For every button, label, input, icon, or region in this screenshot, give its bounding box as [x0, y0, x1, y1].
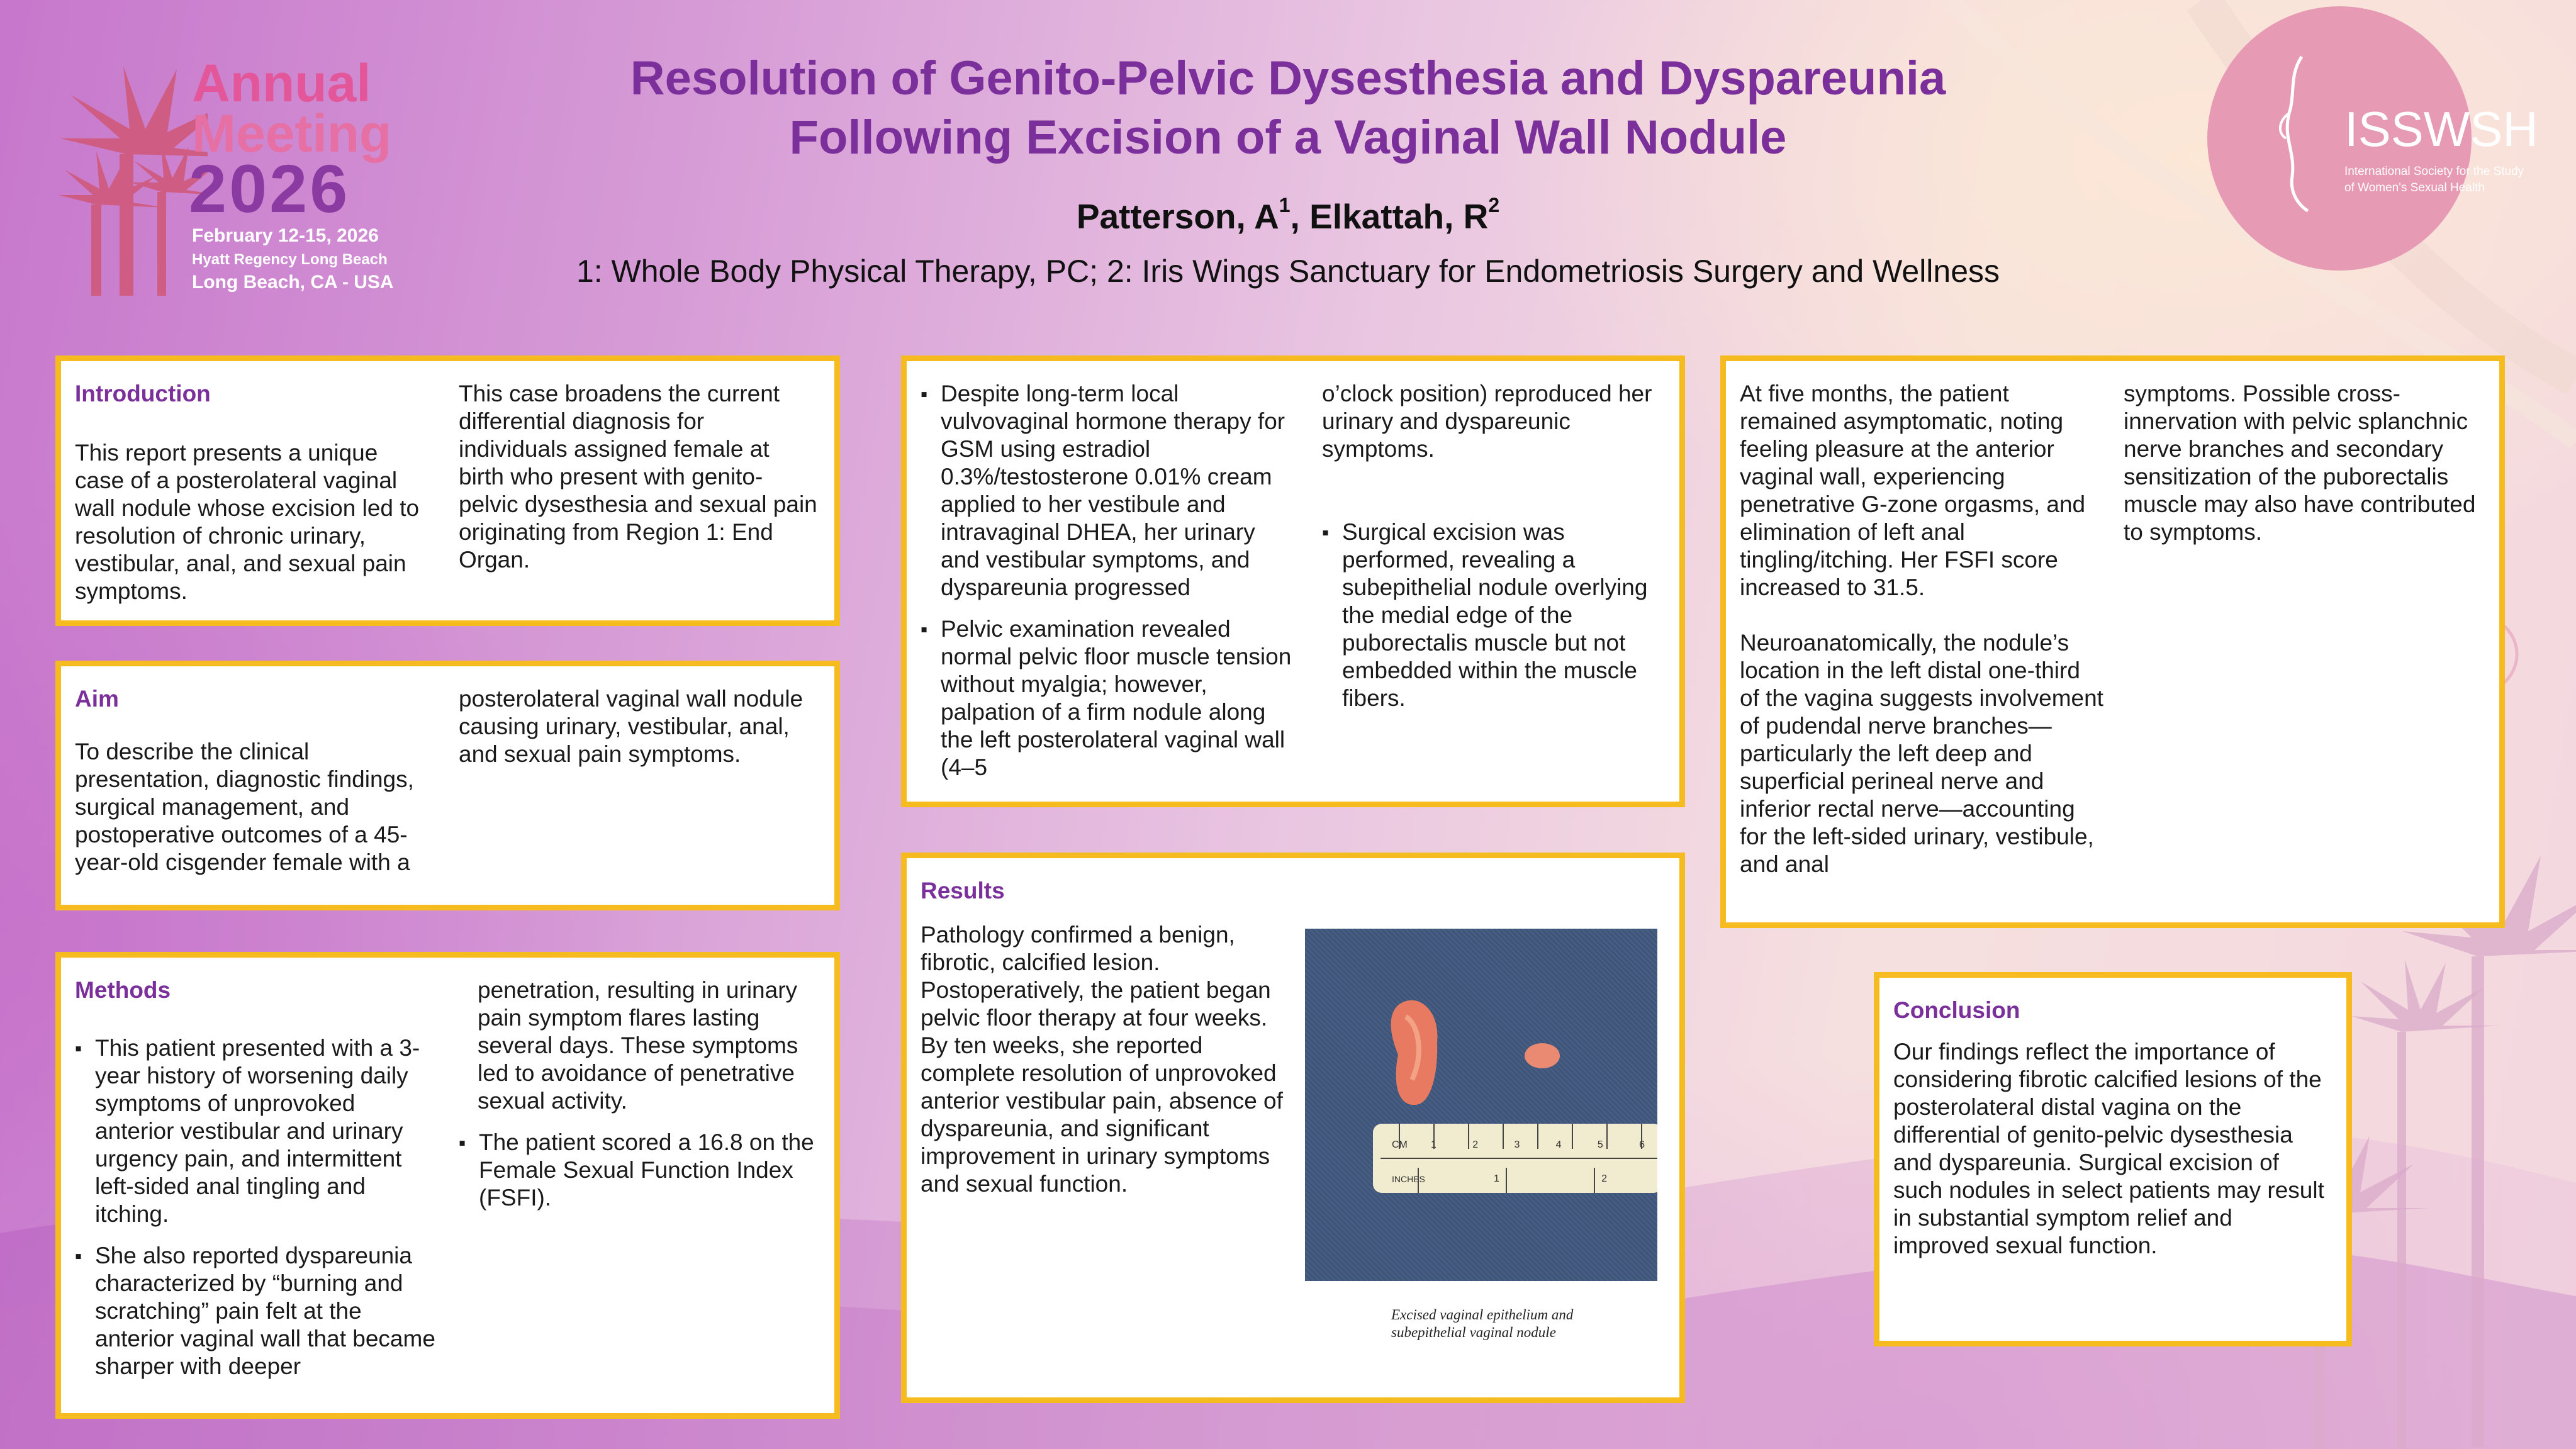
introduction-text-1: This report presents a unique case of a posterolateral vaginal wall nodule whose excision led to resolution of chronic urinary, vestibular, anal, and sexual pain symptoms. — [75, 440, 420, 604]
conclusion-text: Our findings reflect the importance of considering fibrotic calcified lesions of the posterolateral distal vagina on the differential of genito-pelvic dysesthesia and dyspareunia. Surgical excision of such nodules in select patients may result in substantial symptom relief and improved sexual function. — [1893, 1039, 2324, 1258]
author-1-affil: 1 — [1279, 194, 1291, 216]
conclusion-title: Conclusion — [1893, 997, 2020, 1023]
results-text: Pathology confirmed a benign, fibrotic, calcified lesion. Postoperatively, the patient began pelvic floor therapy at four weeks. By ten weeks, she reported complete resolution of unprovoked anterior vestibular pain, absence of dyspareunia, and significant improvement in urinary symptoms and sexual function. — [921, 922, 1283, 1197]
aim-panel — [55, 661, 840, 910]
ruler-cm-tick: 2 — [1472, 1139, 1479, 1150]
methods-bullet-2: ▪ She also reported dyspareunia characterized by “burning and scratching” pain felt at the anterior vaginal wall that became sharper with deeper — [75, 1242, 440, 1380]
ruler-in-tick: 2 — [1601, 1173, 1607, 1184]
methods-panel — [55, 952, 840, 1419]
meeting-logo-year: 2026 — [189, 150, 350, 227]
ruler-cm-ticks — [1431, 1131, 1645, 1159]
discussion-text-1: At five months, the patient remained asymptomatic, noting feeling pleasure at the anterior vaginal wall, experiencing penetrative G-zone orgasms, and elimination of left anal tingling/itching. Her FSFI score increased to 31.5. — [1740, 381, 2086, 600]
aim-title: Aim — [75, 686, 119, 712]
authors — [0, 196, 2576, 237]
meeting-logo-meeting: Meeting — [192, 104, 392, 163]
methods-continuation: penetration, resulting in urinary pain symptom flares lasting several days. These symptoms led to avoidance of penetrative sexual activity. — [478, 977, 798, 1114]
discussion-text-3: symptoms. Possible cross-innervation with pelvic splanchnic nerve branches and secondary sensitization of the puborectalis muscle may also have contributed to symptoms. — [2124, 381, 2476, 545]
clinical-panel — [901, 355, 1685, 807]
poster-title-line2: Following Excision of a Vaginal Wall Nodule — [789, 111, 1787, 164]
poster-title-line1: Resolution of Genito-Pelvic Dysesthesia and Dyspareunia — [630, 52, 1946, 105]
introduction-text-2: This case broadens the current differential diagnosis for individuals assigned female at birth who present with genito-pelvic dysesthesia and sexual pain originating from Region 1: End Organ. — [459, 381, 817, 573]
ruler-cm-tick: 6 — [1639, 1139, 1645, 1150]
aim-text-2: posterolateral vaginal wall nodule causing urinary, vestibular, anal, and sexual pain symptoms. — [459, 686, 804, 767]
society-acronym: ISSWSH — [2344, 101, 2538, 157]
ruler-inches-label: INCHES — [1392, 1174, 1425, 1184]
photo-caption-line1: Excised vaginal epithelium and — [1391, 1307, 1574, 1323]
author-2: Elkattah, R — [1309, 197, 1489, 236]
clinical-bullet-1: ▪ Despite long-term local vulvovaginal hormone therapy for GSM using estradiol 0.3%/testosterone 0.01% cream applied to her vestibule and intravaginal DHEA, her urinary and vestibular symptoms, and dyspareunia progressed — [921, 380, 1298, 601]
ruler-cm-tick: 3 — [1514, 1139, 1520, 1150]
meeting-logo-dates: February 12-15, 2026 — [192, 225, 379, 246]
methods-title: Methods — [75, 977, 171, 1003]
clinical-continuation: o’clock position) reproduced her urinary and dyspareunic symptoms. — [1322, 381, 1652, 462]
clinical-bullet-3: ▪ Surgical excision was performed, revealing a subepithelial nodule overlying the medial edge of the puborectalis muscle but not embedded within the muscle fibers. — [1322, 518, 1674, 712]
ruler-cm-tick: 1 — [1431, 1139, 1436, 1150]
introduction-title: Introduction — [75, 381, 211, 406]
society-name-line1: International Society for the Study — [2344, 165, 2524, 178]
meeting-logo-venue: Hyatt Regency Long Beach — [192, 251, 388, 268]
specimen-photo-graphic — [1305, 929, 1657, 1281]
author-separator: , — [1290, 197, 1310, 236]
meeting-logo-annual: Annual — [192, 53, 371, 113]
methods-bullet-3: ▪ The patient scored a 16.8 on the Female Sexual Function Index (FSFI). — [459, 1129, 824, 1212]
author-1: Patterson, A — [1076, 197, 1279, 236]
affiliations: 1: Whole Body Physical Therapy, PC; 2: Iris Wings Sanctuary for Endometriosis Surgery and Wellness — [576, 254, 2000, 289]
results-title: Results — [921, 878, 1005, 904]
author-2-affil: 2 — [1488, 194, 1500, 216]
photo-caption-line2: subepithelial vaginal nodule — [1391, 1324, 1556, 1340]
ruler-in-ticks — [1494, 1165, 1607, 1193]
conclusion-panel — [1874, 972, 2352, 1346]
discussion-text-2: Neuroanatomically, the nodule’s location in the left distal one-third of the vagina suggests involvement of pudendal nerve branches—particularly the left deep and superficial perineal nerve and inferior rectal nerve—accounting for the left-sided urinary, vestibule, and anal — [1740, 630, 2103, 877]
ruler-cm-label: CM — [1392, 1139, 1408, 1150]
clinical-bullet-2: ▪ Pelvic examination revealed normal pelvic floor muscle tension without myalgia; however, palpation of a firm nodule along the left posterolateral vaginal wall (4–5 — [921, 615, 1298, 781]
society-name-line2: of Women's Sexual Health — [2344, 181, 2485, 194]
photo-caption — [1391, 1306, 1655, 1341]
introduction-panel — [55, 355, 840, 626]
discussion-panel — [1720, 355, 2505, 928]
ruler-cm-tick: 5 — [1597, 1139, 1603, 1150]
meeting-logo-city: Long Beach, CA - USA — [192, 272, 394, 293]
results-panel — [901, 853, 1685, 1403]
ruler-cm-tick: 4 — [1555, 1139, 1562, 1150]
ruler-in-tick: 1 — [1494, 1173, 1499, 1184]
aim-text-1: To describe the clinical presentation, diagnostic findings, surgical management, and postoperative outcomes of a 45-year-old cisgender female with a — [75, 739, 414, 875]
specimen-photo — [1305, 929, 1657, 1281]
methods-bullet-1: ▪ This patient presented with a 3-year history of worsening daily symptoms of unprovoked anterior vestibular and urinary urgency pain, and intermittent left-sided anal tingling and itching. — [75, 1034, 440, 1228]
